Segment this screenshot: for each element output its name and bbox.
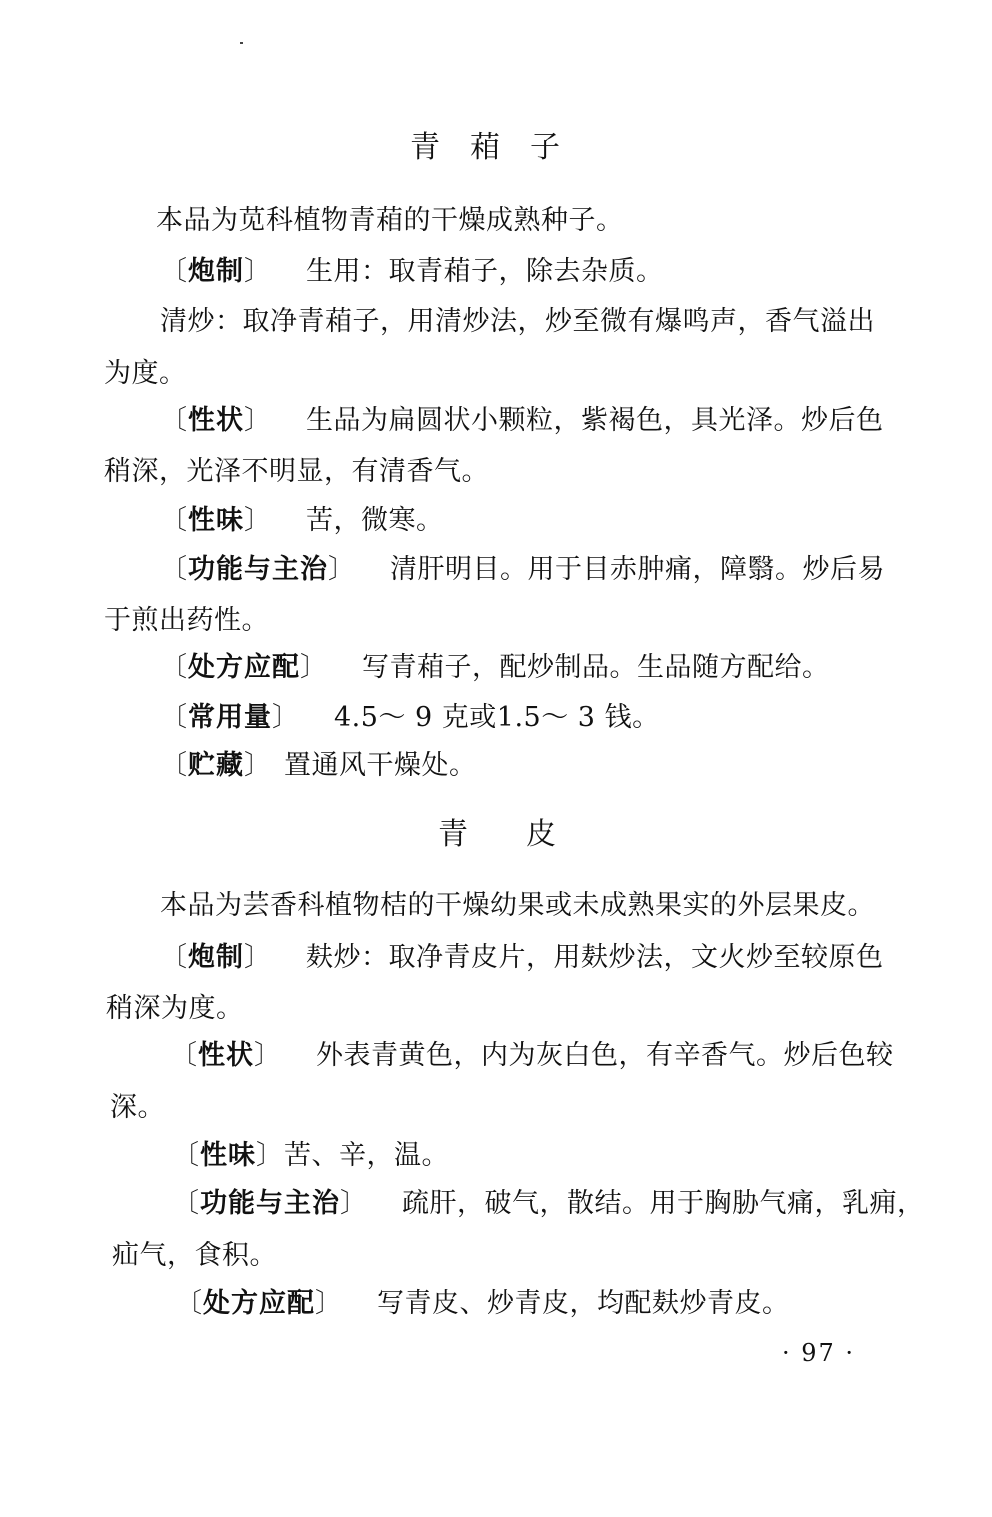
page-number: · 97 · [782,1339,856,1367]
properties-label: 〔性状〕 [160,405,272,436]
properties-row-1 [160,403,884,439]
scan-speck [240,42,243,44]
section-title-qingxiangzi: 青葙子 [410,130,590,165]
qingpi-taste-text: 苦、辛，温。 [284,1140,449,1171]
qingpi-prescription-label: 〔处方应配〕 [175,1288,343,1319]
prescription-text: 写青葙子，配炒制品。生品随方配给。 [362,652,830,683]
qingpi-taste-row [172,1138,449,1174]
qingpi-prescription-row [175,1286,790,1322]
storage-row [160,748,477,784]
prescription-row [160,650,830,686]
taste-row [160,503,444,539]
qingpi-properties-label: 〔性状〕 [170,1040,282,1071]
qingpi-functions-text-1: 疏肝，破气，散结。用于胸胁气痛，乳痈， [402,1188,925,1219]
taste-text: 苦，微寒。 [306,505,444,536]
qingpi-properties-text-2: 深。 [110,1092,165,1123]
prescription-label: 〔处方应配〕 [160,652,328,683]
processing-text-1: 生用：取青葙子，除去杂质。 [306,256,664,287]
storage-label: 〔贮藏〕 [160,750,272,781]
section-title-qingpi: 青皮 [438,817,614,852]
dosage-text: 4.5～ 9 克或1.5～ 3 钱。 [334,702,660,733]
qingpi-processing-label: 〔炮制〕 [160,942,272,973]
properties-text-2: 稍深，光泽不明显，有清香气。 [104,456,489,487]
qingpi-taste-label: 〔性味〕 [172,1140,284,1171]
dosage-row [160,700,660,736]
properties-text-1: 生品为扁圆状小颗粒，紫褐色，具光泽。炒后色 [306,405,884,436]
qingpi-properties-text-1: 外表青黄色，内为灰白色，有辛香气。炒后色较 [316,1040,894,1071]
processing-text-3: 为度。 [104,358,187,389]
functions-label: 〔功能与主治〕 [160,554,356,585]
intro-qingxiangzi: 本品为苋科植物青葙的干燥成熟种子。 [156,205,624,236]
storage-text: 置通风干燥处。 [284,750,477,781]
processing-label: 〔炮制〕 [160,256,272,287]
qingpi-prescription-text: 写青皮、炒青皮，均配麸炒青皮。 [377,1288,790,1319]
processing-row-1 [160,254,664,290]
functions-text-1: 清肝明目。用于目赤肿痛，障翳。炒后易 [390,554,885,585]
qingpi-functions-text-2: 疝气，食积。 [112,1240,277,1271]
qingpi-functions-label: 〔功能与主治〕 [172,1188,368,1219]
processing-text-2: 清炒：取净青葙子，用清炒法，炒至微有爆鸣声，香气溢出 [160,306,875,337]
qingpi-properties-row-1 [170,1038,894,1074]
dosage-label: 〔常用量〕 [160,702,300,733]
functions-row-1 [160,552,885,588]
functions-text-2: 于煎出药性。 [104,605,269,636]
qingpi-processing-text-2: 稍深为度。 [106,993,244,1024]
intro-qingpi: 本品为芸香科植物桔的干燥幼果或未成熟果实的外层果皮。 [160,890,875,921]
taste-label: 〔性味〕 [160,505,272,536]
qingpi-functions-row-1 [172,1186,925,1222]
qingpi-processing-row-1 [160,940,884,976]
qingpi-processing-text-1: 麸炒：取净青皮片，用麸炒法，文火炒至较原色 [306,942,884,973]
